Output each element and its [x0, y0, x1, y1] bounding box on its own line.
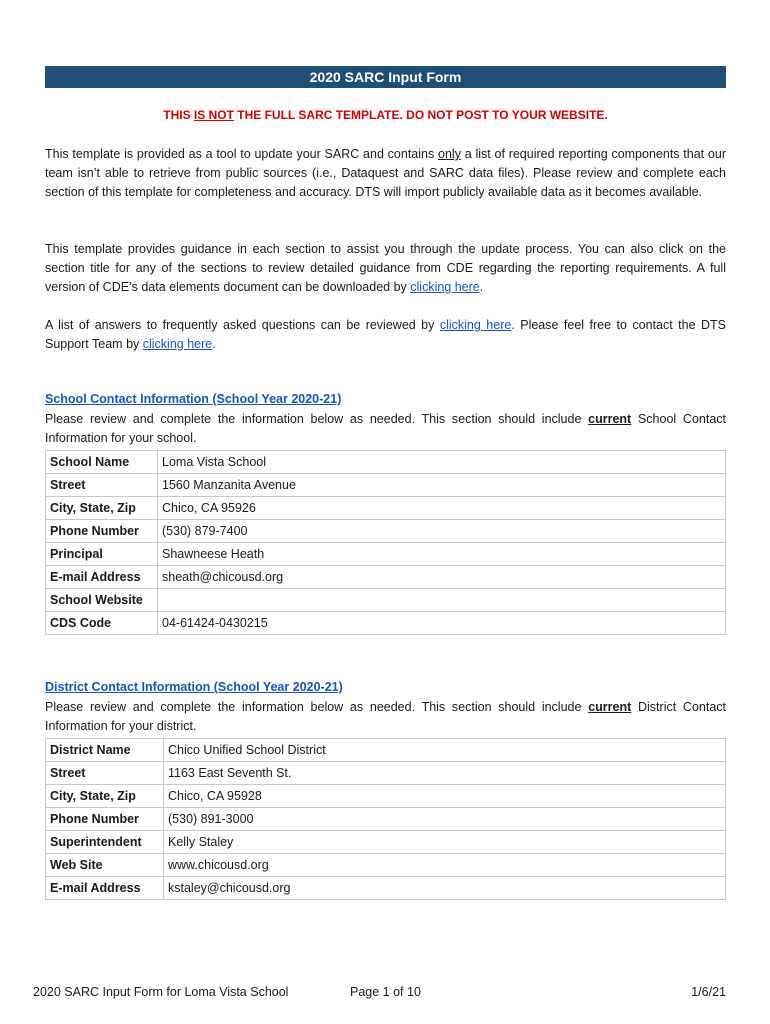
field-label: School Name	[46, 451, 158, 474]
field-value-input[interactable]: Chico Unified School District	[164, 739, 726, 762]
field-label: School Website	[46, 589, 158, 612]
warning-text-is-not: IS NOT	[193, 108, 234, 122]
field-value-input[interactable]: (530) 879-7400	[158, 520, 726, 543]
school-desc-text: Please review and complete the information below as needed. This section should include	[45, 412, 589, 426]
field-label: City, State, Zip	[46, 785, 164, 808]
school-desc-current: current	[588, 412, 632, 426]
footer-document-title: 2020 SARC Input Form for Loma Vista School	[33, 985, 289, 999]
table-row	[46, 854, 726, 877]
field-label: District Name	[46, 739, 164, 762]
field-label: City, State, Zip	[46, 497, 158, 520]
district-section-description	[45, 698, 726, 736]
table-row	[46, 612, 726, 635]
table-row	[46, 739, 726, 762]
field-label: Street	[46, 762, 164, 785]
field-label: CDS Code	[46, 612, 158, 635]
table-row	[46, 497, 726, 520]
district-desc-text: Please review and complete the information below as needed. This section should include	[45, 700, 589, 714]
table-row	[46, 831, 726, 854]
warning-notice	[45, 108, 726, 122]
table-row	[46, 543, 726, 566]
field-value-input[interactable]: Kelly Staley	[164, 831, 726, 854]
table-row	[46, 474, 726, 497]
district-desc-text-end: District Contact Information for your district.	[45, 700, 727, 733]
warning-text-pre: THIS	[163, 108, 194, 122]
intro-paragraph-2	[45, 240, 726, 297]
district-desc-current: current	[588, 700, 632, 714]
field-label: Street	[46, 474, 158, 497]
school-section-title-link[interactable]: School Contact Information (School Year 2020-21)	[45, 392, 342, 406]
field-value-input[interactable]: www.chicousd.org	[164, 854, 726, 877]
field-label: E-mail Address	[46, 877, 164, 900]
school-desc-text-end: School Contact Information for your school.	[45, 412, 726, 445]
field-value-input[interactable]: 1163 East Seventh St.	[164, 762, 726, 785]
intro-p1-text: This template is provided as a tool to update your SARC and contains	[45, 147, 439, 161]
intro-p1-only: only	[438, 147, 461, 161]
intro-paragraph-1	[45, 145, 726, 202]
field-value-input[interactable]: Chico, CA 95926	[158, 497, 726, 520]
field-label: Web Site	[46, 854, 164, 877]
intro-p2-end: .	[479, 280, 484, 294]
intro-p3-text: A list of answers to frequently asked questions can be reviewed by	[45, 318, 440, 332]
school-section-description	[45, 410, 726, 448]
faq-link[interactable]: clicking here	[439, 318, 512, 332]
field-label: Phone Number	[46, 520, 158, 543]
table-row	[46, 589, 726, 612]
intro-p2-text: This template provides guidance in each section to assist you through the update process. You can also click on the section title for any of the sections to review detailed guidance from CDE regarding the reporting requirements. A full version of CDE’s data elements document can be downloaded by	[45, 242, 726, 294]
field-value-input[interactable]: sheath@chicousd.org	[158, 566, 726, 589]
table-row	[46, 566, 726, 589]
field-value-input[interactable]	[158, 589, 726, 612]
table-row	[46, 520, 726, 543]
field-value-input[interactable]: Shawneese Heath	[158, 543, 726, 566]
school-contact-table	[45, 450, 726, 635]
field-label: Superintendent	[46, 831, 164, 854]
field-value-input[interactable]: kstaley@chicousd.org	[164, 877, 726, 900]
field-value-input[interactable]: (530) 891-3000	[164, 808, 726, 831]
warning-text-post: THE FULL SARC TEMPLATE. DO NOT POST TO YOUR WEBSITE.	[233, 108, 608, 122]
table-row	[46, 877, 726, 900]
field-value-input[interactable]: 1560 Manzanita Avenue	[158, 474, 726, 497]
footer-page-number: Page 1 of 10	[350, 985, 421, 999]
field-label: Phone Number	[46, 808, 164, 831]
table-row	[46, 808, 726, 831]
district-contact-table	[45, 738, 726, 900]
dts-support-link[interactable]: clicking here	[142, 337, 213, 351]
form-title-banner	[45, 66, 726, 88]
intro-p3-end: .	[212, 337, 216, 351]
table-row	[46, 451, 726, 474]
table-row	[46, 785, 726, 808]
field-value-input[interactable]: 04-61424-0430215	[158, 612, 726, 635]
table-row	[46, 762, 726, 785]
field-label: E-mail Address	[46, 566, 158, 589]
intro-p1-text-end: a list of required reporting components that our team isn’t able to retrieve from public sources (i.e., Dataquest and SARC data files). Please review and complete each section of this template for completeness and accuracy. DTS will import publicly available data as it becomes available.	[45, 147, 726, 199]
intro-paragraph-3	[45, 316, 726, 354]
field-label: Principal	[46, 543, 158, 566]
field-value-input[interactable]: Loma Vista School	[158, 451, 726, 474]
cde-download-link[interactable]: clicking here	[410, 280, 480, 294]
form-title: 2020 SARC Input Form	[309, 69, 462, 85]
district-section-title-link[interactable]: District Contact Information (School Year 2020-21)	[45, 680, 343, 694]
field-value-input[interactable]: Chico, CA 95928	[164, 785, 726, 808]
intro-p3-mid: . Please feel free to contact the DTS Support Team by	[45, 318, 726, 351]
footer-date: 1/6/21	[691, 985, 726, 999]
